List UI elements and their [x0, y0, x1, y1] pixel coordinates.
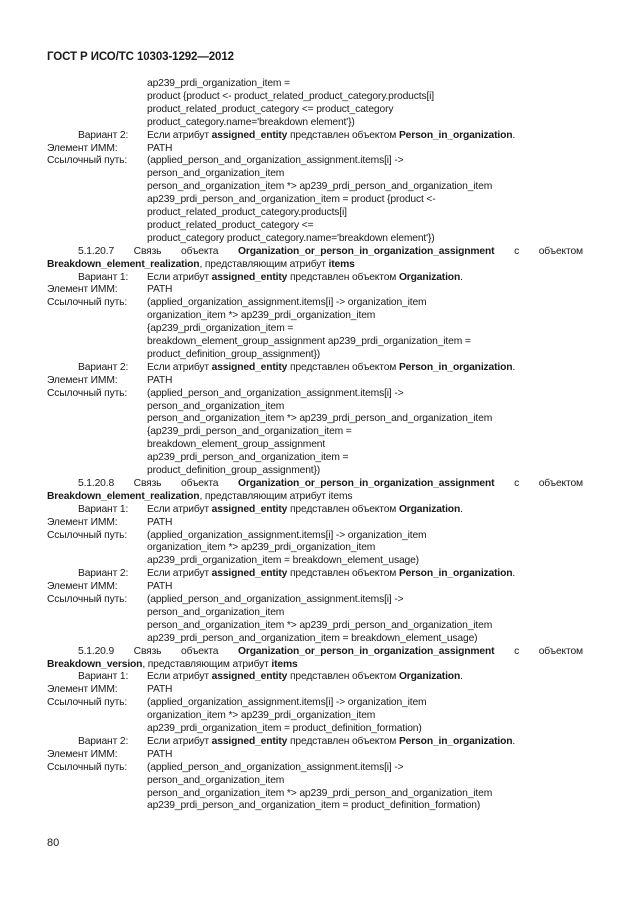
path-line: product {product <- product_related_product_category.products[i] [147, 90, 434, 102]
refpath-label: Ссылочный путь: [47, 594, 128, 606]
path-line: person_and_organization_item [147, 400, 285, 412]
variant-text: Если атрибут assigned_entity представлен объектом Organization. [147, 671, 463, 683]
element-value: PATH [147, 581, 173, 593]
variant-text: Если атрибут assigned_entity представлен объектом Person_in_organization. [147, 568, 516, 580]
refpath-row [47, 155, 583, 168]
path-line: person_and_organization_item [147, 168, 285, 180]
section-number: 5.1.20.9 [78, 645, 115, 657]
refpath-row [47, 388, 583, 401]
refpath-row [47, 297, 583, 310]
path-line: (applied_person_and_organization_assignment.items[i] -> [147, 387, 404, 399]
path-line: ap239_prdi_person_and_organization_item = [147, 452, 349, 464]
variant-label: Вариант 1: [78, 503, 129, 515]
path-line: ap239_prdi_person_and_organization_item = product {product <- [147, 194, 436, 206]
variant-label: Вариант 1: [78, 271, 129, 283]
path-line: breakdown_element_group_assignment ap239_prdi_organization_item = [147, 336, 471, 348]
refpath-row [47, 697, 583, 710]
element-value: PATH [147, 284, 173, 296]
page-header-title: ГОСТ Р ИСО/ТС 10303-1292—2012 [47, 51, 234, 63]
section-heading-line2: Breakdown_version, представляющим атрибут items [47, 658, 298, 670]
element-label: Элемент ИММ: [47, 684, 118, 696]
element-row [47, 375, 583, 388]
path-line: ap239_prdi_organization_item = breakdown_element_usage) [147, 555, 419, 567]
path-line: person_and_organization_item [147, 606, 285, 618]
variant-label: Вариант 2: [78, 361, 129, 373]
path-line: organization_item *> ap239_prdi_organization_item [147, 710, 376, 722]
section-heading-line2: Breakdown_element_realization, представляющим атрибут items [47, 258, 355, 270]
variant-text: Если атрибут assigned_entity представлен объектом Person_in_organization. [147, 361, 516, 373]
element-value: PATH [147, 516, 173, 528]
element-value: PATH [147, 748, 173, 760]
path-line: organization_item *> ap239_prdi_organization_item [147, 542, 376, 554]
variant-text: Если атрибут assigned_entity представлен объектом Person_in_organization. [147, 129, 516, 141]
section-number: 5.1.20.7 [78, 245, 115, 257]
document-body [47, 78, 583, 813]
variant-label: Вариант 1: [78, 671, 129, 683]
element-label: Элемент ИММ: [47, 581, 118, 593]
element-row [47, 143, 583, 156]
element-row [47, 684, 583, 697]
refpath-label: Ссылочный путь: [47, 529, 128, 541]
path-line: product_related_product_category <= product_category [147, 103, 394, 115]
element-label: Элемент ИММ: [47, 516, 118, 528]
variant-row [47, 568, 583, 581]
variant-label: Вариант 2: [78, 568, 129, 580]
path-line: ap239_prdi_organization_item = product_definition_formation) [147, 723, 422, 735]
path-line: product_definition_group_assignment}) [147, 348, 321, 360]
path-line: (applied_organization_assignment.items[i] -> organization_item [147, 529, 427, 541]
variant-row [47, 671, 583, 684]
path-line: {ap239_prdi_person_and_organization_item = [147, 426, 352, 438]
path-line: product_category.name='breakdown element'}) [147, 116, 355, 128]
path-line: product_definition_group_assignment}) [147, 465, 321, 477]
element-row [47, 749, 583, 762]
section-number: 5.1.20.8 [78, 477, 115, 489]
section-heading-line1: 5.1.20.9 Связь объекта Organization_or_person_in_organization_assignment с объектом [78, 645, 583, 657]
element-label: Элемент ИММ: [47, 374, 118, 386]
path-line: product_category product_category.name='breakdown element'}) [147, 232, 435, 244]
variant-label: Вариант 2: [78, 735, 129, 747]
path-line: (applied_person_and_organization_assignment.items[i] -> [147, 761, 404, 773]
section-heading-line2: Breakdown_element_realization, представляющим атрибут items [47, 490, 353, 502]
refpath-label: Ссылочный путь: [47, 297, 128, 309]
variant-row [47, 736, 583, 749]
element-row [47, 581, 583, 594]
path-line: {ap239_prdi_organization_item = [147, 323, 294, 335]
path-line: product_related_product_category <= [147, 219, 314, 231]
path-line: ap239_prdi_person_and_organization_item = product_definition_formation) [147, 800, 481, 812]
refpath-label: Ссылочный путь: [47, 155, 128, 167]
element-value: PATH [147, 684, 173, 696]
path-line: ap239_prdi_person_and_organization_item = breakdown_element_usage) [147, 632, 478, 644]
element-row [47, 284, 583, 297]
section-target: Breakdown_version [47, 658, 143, 670]
page-number: 80 [47, 837, 60, 849]
path-line: organization_item *> ap239_prdi_organization_item [147, 310, 376, 322]
refpath-row [47, 530, 583, 543]
section-target: Breakdown_element_realization [47, 258, 200, 270]
variant-text: Если атрибут assigned_entity представлен объектом Organization. [147, 503, 463, 515]
path-line: product_related_product_category.products[i] [147, 207, 347, 219]
element-value: PATH [147, 374, 173, 386]
refpath-label: Ссылочный путь: [47, 697, 128, 709]
element-label: Элемент ИММ: [47, 748, 118, 760]
path-line: person_and_organization_item *> ap239_prdi_person_and_organization_item [147, 787, 493, 799]
path-line: person_and_organization_item *> ap239_prdi_person_and_organization_item [147, 619, 493, 631]
variant-row [47, 130, 583, 143]
refpath-row [47, 762, 583, 775]
element-label: Элемент ИММ: [47, 284, 118, 296]
path-line: (applied_organization_assignment.items[i] -> organization_item [147, 697, 427, 709]
variant-row [47, 362, 583, 375]
path-line: (applied_organization_assignment.items[i] -> organization_item [147, 297, 427, 309]
variant-row [47, 504, 583, 517]
path-line: person_and_organization_item [147, 774, 285, 786]
variant-label: Вариант 2: [78, 129, 129, 141]
variant-text: Если атрибут assigned_entity представлен объектом Organization. [147, 271, 463, 283]
refpath-label: Ссылочный путь: [47, 761, 128, 773]
refpath-row [47, 594, 583, 607]
refpath-label: Ссылочный путь: [47, 387, 128, 399]
path-line: person_and_organization_item *> ap239_prdi_person_and_organization_item [147, 413, 493, 425]
section-target: Breakdown_element_realization [47, 490, 200, 502]
element-label: Элемент ИММ: [47, 142, 118, 154]
path-line: breakdown_element_group_assignment [147, 439, 326, 451]
section-heading-line1: 5.1.20.7 Связь объекта Organization_or_person_in_organization_assignment с объектом [78, 245, 583, 257]
element-value: PATH [147, 142, 173, 154]
path-line: (applied_person_and_organization_assignment.items[i] -> [147, 155, 404, 167]
path-line: person_and_organization_item *> ap239_prdi_person_and_organization_item [147, 181, 493, 193]
path-line: ap239_prdi_organization_item = [147, 78, 290, 89]
path-line: (applied_person_and_organization_assignment.items[i] -> [147, 594, 404, 606]
section-heading-line1: 5.1.20.8 Связь объекта Organization_or_person_in_organization_assignment с объектом [78, 477, 583, 489]
element-row [47, 517, 583, 530]
variant-text: Если атрибут assigned_entity представлен объектом Person_in_organization. [147, 735, 516, 747]
variant-row [47, 272, 583, 285]
